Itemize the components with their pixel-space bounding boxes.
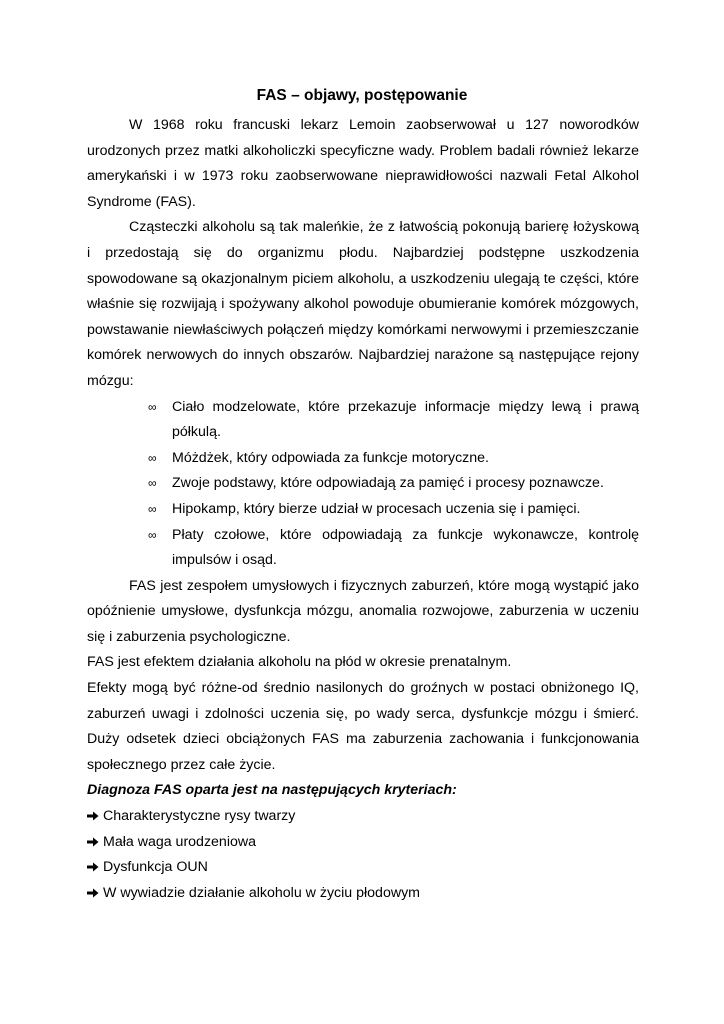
infinity-bullet-icon: ∞ [148,476,157,491]
infinity-bullet-icon: ∞ [148,527,157,542]
list-item-text: Płaty czołowe, które odpowiadają za funkcje wykonawcze, kontrolę impulsów i osąd. [172,526,639,569]
fas-definition-paragraph: FAS jest zespołem umysłowych i fizycznych zaburzeń, które mogą wystąpić jako opóźnienie umysłowe, dysfunkcja mózgu, anomalia rozwojowe, zaburzenia w uczeniu się i zaburzenia psychologiczne. [87,577,639,645]
list-item [87,395,639,446]
list-item [87,804,639,830]
list-item-text: Zwoje podstawy, które odpowiadają za pamięć i procesy poznawcze. [172,475,604,492]
list-item-text: Charakterystyczne rysy twarzy [103,808,296,825]
effects-paragraph: Efekty mogą być różne-od średnio nasilonych do groźnych w postaci obniżonego IQ, zaburzeń uwagi i zdolności uczenia się, po wady serca, dysfunkcje mózgu i śmierć. Duży odsetek dzieci obciążonych FAS ma zaburzenia zachowania i funkcjonowania społecznego przez całe życie. [87,680,639,773]
list-item [87,523,639,574]
list-item [87,497,639,523]
fas-effect-line: FAS jest efektem działania alkoholu na płód w okresie prenatalnym. [87,654,512,671]
document-title: FAS – objawy, postępowanie [256,87,468,104]
right-arrow-icon [87,837,99,847]
right-arrow-icon [87,888,99,898]
right-arrow-icon [87,862,99,872]
criteria-list [87,804,639,906]
list-item-text: Móżdżek, który odpowiada za funkcje motoryczne. [172,449,490,466]
list-item-text: Hipokamp, który bierze udział w procesach uczenia się i pamięci. [172,500,581,517]
document-body [87,113,639,906]
criteria-heading: Diagnoza FAS oparta jest na następujących kryteriach: [87,782,457,799]
list-item [87,855,639,881]
list-item [87,830,639,856]
list-item [87,446,639,472]
list-item-text: W wywiadzie działanie alkoholu w życiu płodowym [103,884,420,901]
intro-paragraph: W 1968 roku francuski lekarz Lemoin zaobserwował u 127 noworodków urodzonych przez matki alkoholiczki specyficzne wady. Problem badali również lekarze amerykański i w 1973 roku zaobserwowane nieprawidłowości nazwali Fetal Alkohol Syndrome (FAS). [87,117,639,210]
infinity-bullet-icon: ∞ [148,501,157,516]
list-item-text: Dysfunkcja OUN [103,859,208,876]
brain-regions-list [87,395,639,574]
list-item-text: Ciało modzelowate, które przekazuje informacje między lewą i prawą półkulą. [172,398,639,441]
list-item-text: Mała waga urodzeniowa [103,833,257,850]
right-arrow-icon [87,811,99,821]
alcohol-paragraph: Cząsteczki alkoholu są tak maleńkie, że z łatwością pokonują barierę łożyskową i przedostają się do organizmu płodu. Najbardziej podstępne uszkodzenia spowodowane są okazjonalnym piciem alkoholu, a uszkodzeniu ulegają te części, które właśnie się rozwijają i spożywany alkohol powoduje obumieranie komórek mózgowych, powstawanie niewłaściwych połączeń między komórkami nerwowymi i przemieszczanie komórek nerwowych do innych obszarów. Najbardziej narażone są następujące rejony mózgu: [87,219,639,389]
list-item [87,471,639,497]
infinity-bullet-icon: ∞ [148,399,157,414]
infinity-bullet-icon: ∞ [148,450,157,465]
list-item [87,881,639,907]
